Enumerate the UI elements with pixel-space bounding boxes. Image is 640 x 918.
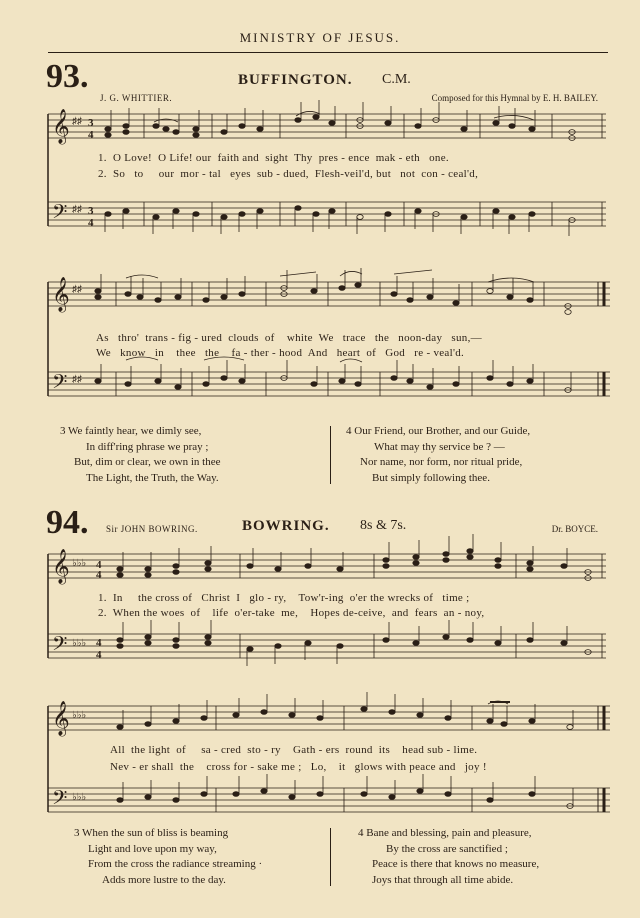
svg-text:4: 4: [96, 569, 102, 581]
hymn-93-system-2-verse-2: We know in thee the fa - ther - hood And heart of God re - veal'd.: [96, 347, 465, 359]
svg-text:♭♭♭: ♭♭♭: [72, 558, 87, 569]
hymn-94-number: 94.: [46, 504, 89, 541]
hymn-93-composer: Composed for this Hymnal by E. H. BAILEY.: [431, 93, 598, 103]
svg-text:♯♯: ♯♯: [72, 116, 82, 127]
svg-text:♭♭♭: ♭♭♭: [72, 638, 87, 649]
svg-text:4: 4: [88, 129, 94, 141]
svg-text:♯♯: ♯♯: [72, 204, 82, 215]
hymn-93-meter: C.M.: [382, 72, 411, 87]
hymn-94-system-2-score: [44, 690, 608, 830]
stanza-line: Nor name, nor form, nor ritual pride,: [360, 456, 523, 468]
svg-text:4: 4: [88, 217, 94, 229]
hymn-93-stanza-3: [60, 424, 221, 486]
stanza-line: Light and love upon my way,: [88, 842, 217, 855]
stanza-line: Adds more lustre to the day.: [102, 873, 226, 886]
stanza-line: In diff'ring phrase we pray ;: [86, 440, 209, 453]
svg-text:𝄢: 𝄢: [52, 202, 68, 228]
stanza-line: 3 When the sun of bliss is beaming: [74, 827, 229, 839]
svg-text:3: 3: [88, 205, 94, 217]
running-head: MINISTRY OF JESUS.: [239, 30, 401, 45]
svg-text:4: 4: [96, 559, 102, 571]
svg-text:𝄢: 𝄢: [52, 634, 68, 660]
svg-text:♭♭♭: ♭♭♭: [72, 710, 87, 721]
stanza-line: From the cross the radiance streaming ·: [88, 858, 263, 870]
svg-text:♯♯: ♯♯: [72, 284, 82, 295]
hymn-94-stanza-3: [74, 826, 262, 888]
stanza-line: But simply following thee.: [372, 471, 490, 484]
svg-text:𝄞: 𝄞: [52, 550, 70, 583]
stanza-line: What may thy service be ? —: [374, 440, 505, 453]
header-rule: [48, 52, 608, 53]
svg-text:3: 3: [88, 117, 94, 129]
hymn-94-author: Sir JOHN BOWRING.: [106, 524, 198, 534]
hymn-93-system-1-verse-2: 2. So to our mor - tal eyes sub - dued, Flesh-veil'd, but not con - ceal'd,: [98, 168, 479, 180]
hymn-93-number: 93.: [46, 58, 89, 95]
hymn-94-system-1-verse-1: 1. In the cross of Christ I glo - ry, Tow'r-ing o'er the wrecks of time ;: [98, 592, 470, 604]
stanza-divider: [330, 828, 331, 886]
stanza-line: The Light, the Truth, the Way.: [86, 471, 219, 484]
stanza-line: Peace is there that knows no measure,: [372, 858, 540, 870]
hymn-94-system-2-verse-2: Nev - er shall the cross for - sake me ; Lo, it glows with peace and joy !: [110, 761, 487, 773]
hymn-93-system-1-verse-1: 1. O Love! O Life! our faith and sight Thy pres - ence mak - eth one.: [98, 152, 449, 164]
stanza-line: 4 Our Friend, our Brother, and our Guide,: [346, 425, 531, 437]
svg-text:𝄞: 𝄞: [52, 702, 70, 735]
svg-text:𝄞: 𝄞: [52, 278, 70, 311]
stanza-line: By the cross are sanctified ;: [386, 842, 508, 855]
hymn-93-tune-name: BUFFINGTON.: [238, 72, 353, 88]
stanza-line: 4 Bane and blessing, pain and pleasure,: [358, 827, 532, 839]
hymn-94-composer: Dr. BOYCE.: [551, 524, 598, 534]
svg-text:♭♭♭: ♭♭♭: [72, 792, 87, 803]
svg-text:4: 4: [96, 649, 102, 661]
stanza-line: Joys that through all time abide.: [372, 873, 514, 886]
hymn-94-system-1-verse-2: 2. When the woes of life o'er-take me, Hopes de-ceive, and fears an - noy,: [98, 607, 485, 619]
stanza-divider: [330, 426, 331, 484]
hymn-94-meter: 8s & 7s.: [360, 518, 407, 533]
svg-text:𝄢: 𝄢: [52, 788, 68, 814]
hymn-93-system-2-verse-1: As thro' trans - fig - ured clouds of white We trace the noon-day sun,—: [96, 332, 482, 344]
svg-text:4: 4: [96, 637, 102, 649]
stanza-line: 3 We faintly hear, we dimly see,: [60, 425, 202, 437]
svg-text:𝄞: 𝄞: [52, 110, 70, 143]
hymn-93-stanza-4: [346, 424, 530, 486]
svg-text:𝄢: 𝄢: [52, 372, 68, 398]
hymn-93-author: J. G. WHITTIER.: [100, 93, 173, 103]
svg-text:♯♯: ♯♯: [72, 374, 82, 385]
stanza-line: But, dim or clear, we own in thee: [74, 456, 221, 468]
hymn-94-system-2-verse-1: All the light of sa - cred sto - ry Gath - ers round its head sub - lime.: [110, 744, 478, 756]
hymn-94-tune-name: BOWRING.: [242, 518, 330, 534]
hymn-94-stanza-4: [358, 826, 539, 888]
